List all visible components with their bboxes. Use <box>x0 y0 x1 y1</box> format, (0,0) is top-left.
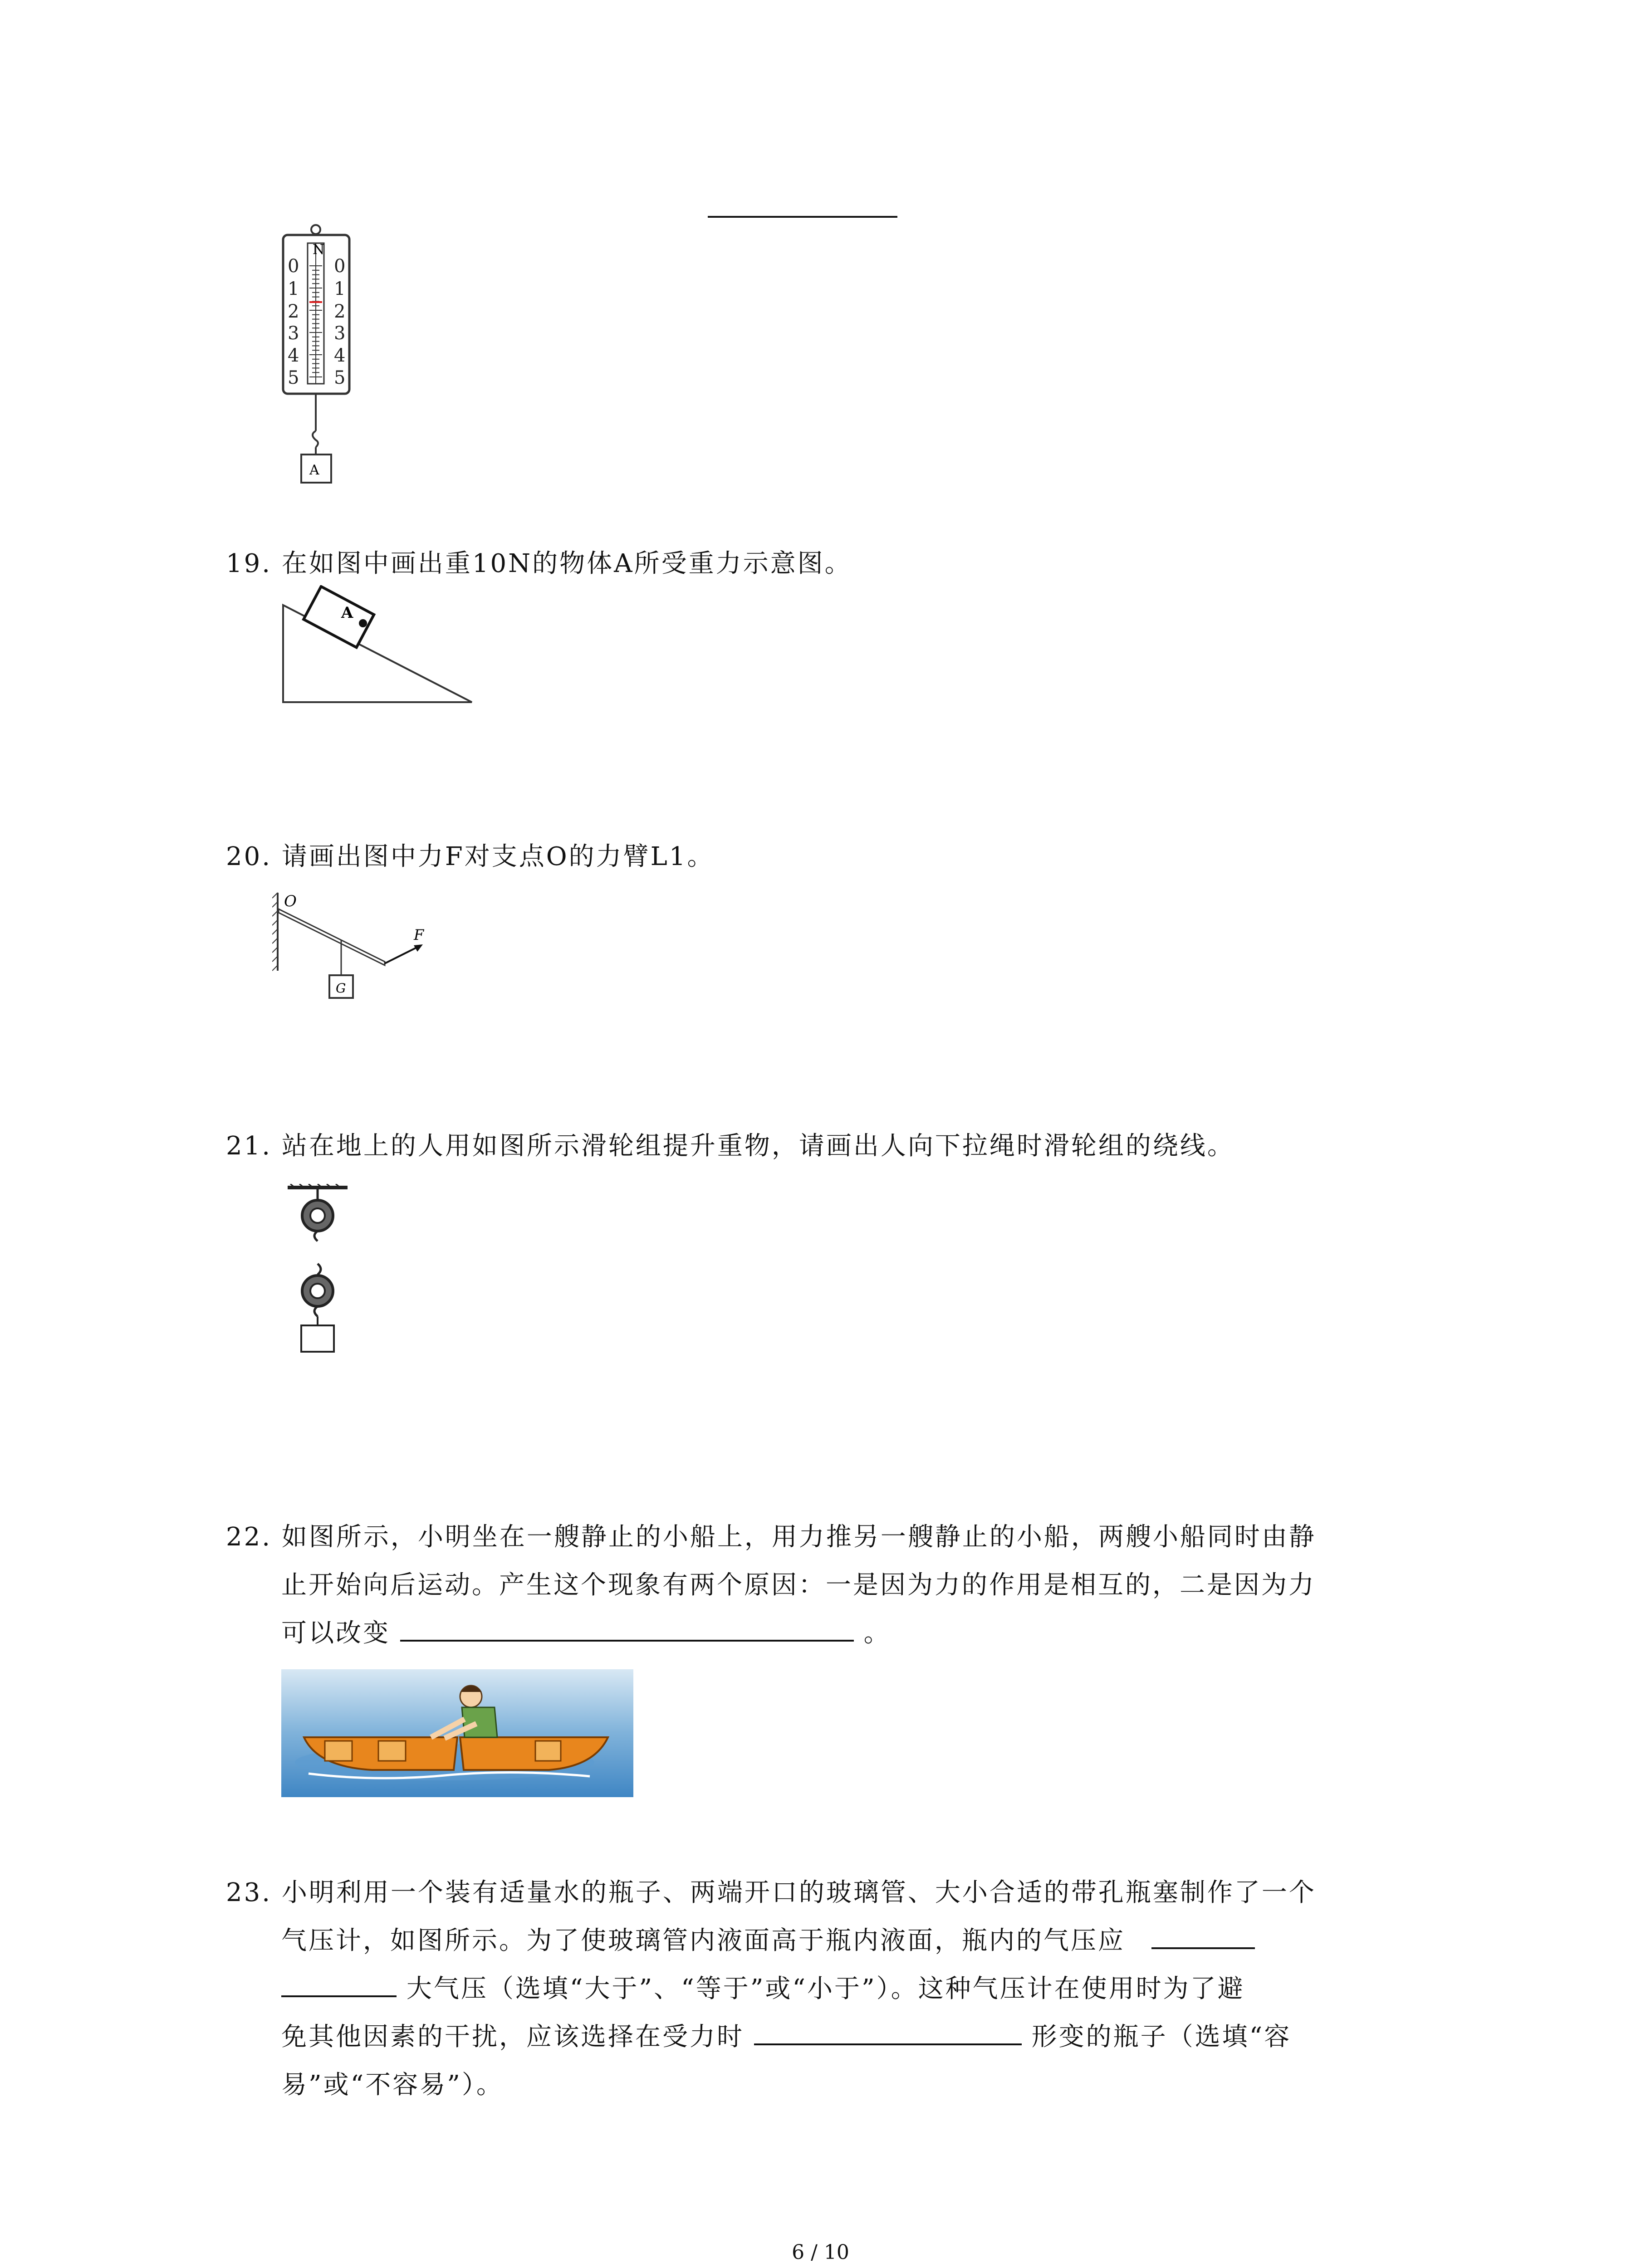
question-text: 在如图中画出重10N的物体A所受重力示意图。 <box>281 549 852 578</box>
answer-blank[interactable] <box>400 1636 854 1642</box>
answer-blank[interactable] <box>754 2040 1022 2045</box>
question-22-line-2: 止开始向后运动。产生这个现象有两个原因：一是因为力的作用是相互的，二是因为力 <box>281 1570 1316 1600</box>
question-line: 小明利用一个装有适量水的瓶子、两端开口的玻璃管、大小合适的带孔瓶塞制作了一个 <box>281 1878 1316 1907</box>
svg-text:1: 1 <box>334 279 346 299</box>
svg-text:4: 4 <box>288 345 299 366</box>
question-22-line-3: 可以改变 。 <box>281 1618 891 1648</box>
label-g: G <box>336 981 346 996</box>
question-23-line-3: 大气压（选填“大于”、“等于”或“小于”）。这种气压计在使用时为了避 <box>281 1965 1245 2013</box>
incline-figure <box>272 585 481 712</box>
block-a-label: A <box>309 462 319 478</box>
question-text: 站在地上的人用如图所示滑轮组提升重物，请画出人向下拉绳时滑轮组的绕线。 <box>281 1131 1234 1161</box>
spring-scale-figure <box>272 222 363 490</box>
question-23-line-5: 易”或“不容易”）。 <box>281 2070 504 2100</box>
question-number: 20. <box>226 842 272 871</box>
pulley-figure <box>286 1184 349 1383</box>
question-21 <box>226 1122 1234 1170</box>
question-number: 21. <box>226 1131 272 1161</box>
question-22 <box>226 1513 1316 1561</box>
svg-text:0: 0 <box>288 256 299 277</box>
svg-text:2: 2 <box>288 301 299 322</box>
scale-right-labels <box>334 256 345 388</box>
question-23-line-2: 气压计，如图所示。为了使玻璃管内液面高于瓶内液面，瓶内的气压应 <box>281 1917 1255 1965</box>
svg-text:5: 5 <box>288 367 299 388</box>
svg-text:2: 2 <box>334 301 346 322</box>
question-23-line-4: 免其他因素的干扰，应该选择在受力时 形变的瓶子（选填“容 <box>281 2022 1292 2052</box>
svg-text:4: 4 <box>334 345 346 366</box>
label-f: F <box>414 926 424 943</box>
scale-left-labels <box>288 256 299 388</box>
question-line: 如图所示，小明坐在一艘静止的小船上，用力推另一艘静止的小船，两艘小船同时由静 <box>281 1522 1316 1552</box>
question-23 <box>226 1869 1316 1917</box>
question-20 <box>226 833 714 881</box>
question-number: 22. <box>226 1522 272 1552</box>
scale-unit: N <box>313 242 325 258</box>
svg-text:1: 1 <box>288 279 299 299</box>
page-number: 6 / 10 <box>792 2241 849 2264</box>
svg-text:3: 3 <box>334 323 346 344</box>
question-text: 请画出图中力F对支点O的力臂L1。 <box>281 842 715 871</box>
question-19 <box>226 540 852 588</box>
question-number: 23. <box>226 1878 272 1907</box>
top-answer-blank[interactable] <box>708 216 897 218</box>
svg-text:3: 3 <box>288 323 299 344</box>
label-o: O <box>284 892 297 910</box>
answer-blank[interactable] <box>1151 1944 1255 1949</box>
boats-figure <box>281 1669 633 1797</box>
lever-figure <box>272 889 436 1002</box>
block-a-label: A <box>341 604 353 622</box>
question-number: 19. <box>226 549 272 578</box>
answer-blank[interactable] <box>281 1992 397 1997</box>
svg-text:5: 5 <box>334 367 346 388</box>
svg-text:0: 0 <box>334 256 346 277</box>
